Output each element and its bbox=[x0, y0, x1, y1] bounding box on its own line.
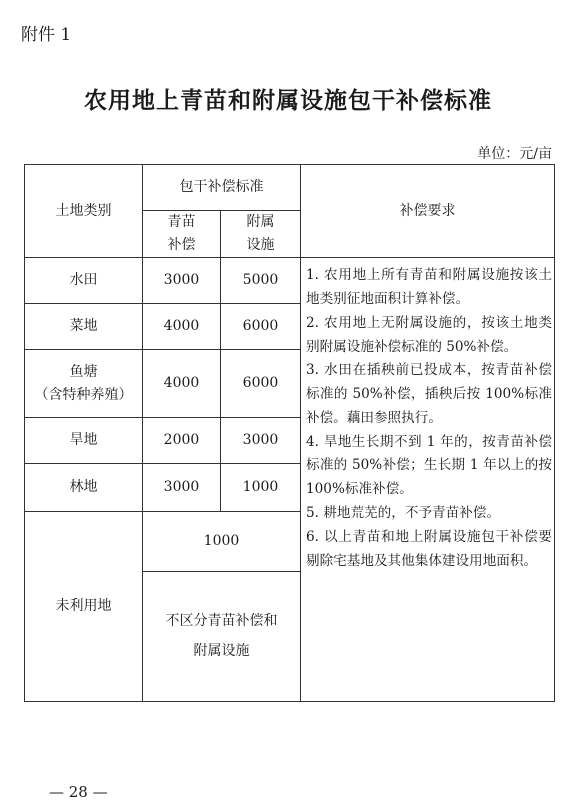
requirement-item: 5. 耕地荒芜的，不予青苗补偿。 bbox=[306, 505, 501, 521]
requirement-item: 6. 以上青苗和地上附属设施包干补偿要剔除宅基地及其他集体建设用地面积。 bbox=[306, 528, 552, 569]
land-type-cell: 水田 bbox=[25, 258, 143, 304]
requirement-item: 3. 水田在插秧前已投成本，按青苗补偿标准的 50%补偿，插秧后按 100%标准补偿。藕田参照执行。 bbox=[306, 362, 552, 426]
header-land-type: 土地类别 bbox=[25, 165, 143, 258]
table-row bbox=[25, 258, 555, 304]
seedling-value: 2000 bbox=[143, 418, 221, 464]
land-type-cell: 未利用地 bbox=[25, 512, 143, 702]
facility-value: 6000 bbox=[221, 350, 301, 418]
unused-note-line2: 附属设施 bbox=[193, 642, 250, 659]
requirement-item: 4. 旱地生长期不到 1 年的，按青苗补偿标准的 50%补偿；生长期 1 年以上的按 100%标准补偿。 bbox=[306, 433, 552, 498]
seedling-value: 4000 bbox=[143, 304, 221, 350]
facility-value: 3000 bbox=[221, 418, 301, 464]
seedling-value: 3000 bbox=[143, 464, 221, 512]
land-type-cell: 林地 bbox=[25, 464, 143, 512]
facility-value: 6000 bbox=[221, 304, 301, 350]
header-facility-line1: 附属 bbox=[246, 214, 275, 230]
header-facility bbox=[221, 211, 301, 258]
seedling-value: 4000 bbox=[143, 350, 221, 418]
header-seedling-line2: 补偿 bbox=[167, 237, 196, 254]
requirements-cell bbox=[301, 258, 555, 702]
facility-value: 5000 bbox=[221, 258, 301, 304]
page-title: 农用地上青苗和附属设施包干补偿标准 bbox=[84, 87, 492, 114]
header-requirements: 补偿要求 bbox=[301, 165, 555, 258]
unused-value: 1000 bbox=[143, 512, 301, 572]
header-lump-sum: 包干补偿标准 bbox=[143, 165, 301, 211]
land-type-note: （含特种养殖） bbox=[34, 386, 133, 403]
header-seedling-line1: 青苗 bbox=[167, 214, 196, 230]
requirement-item: 2. 农用地上无附属设施的，按该土地类别附属设施补偿标准的 50%补偿。 bbox=[306, 314, 552, 355]
seedling-value: 3000 bbox=[143, 258, 221, 304]
unit-label: 单位：元/亩 bbox=[477, 146, 552, 162]
page-number: — 28 — bbox=[49, 783, 108, 801]
land-type-cell: 菜地 bbox=[25, 304, 143, 350]
unused-note bbox=[143, 572, 301, 702]
header-seedling bbox=[143, 211, 221, 258]
requirement-item: 1. 农用地上所有青苗和附属设施按该土地类别征地面积计算补偿。 bbox=[306, 267, 552, 307]
header-facility-line2: 设施 bbox=[246, 237, 275, 254]
facility-value: 1000 bbox=[221, 464, 301, 512]
land-type-cell: 旱地 bbox=[25, 418, 143, 464]
compensation-table bbox=[24, 164, 555, 702]
unused-note-line1: 不区分青苗补偿和 bbox=[165, 613, 278, 630]
attachment-label: 附件 1 bbox=[21, 25, 72, 45]
land-type-cell bbox=[25, 350, 143, 418]
land-type-name: 鱼塘 bbox=[69, 363, 98, 380]
